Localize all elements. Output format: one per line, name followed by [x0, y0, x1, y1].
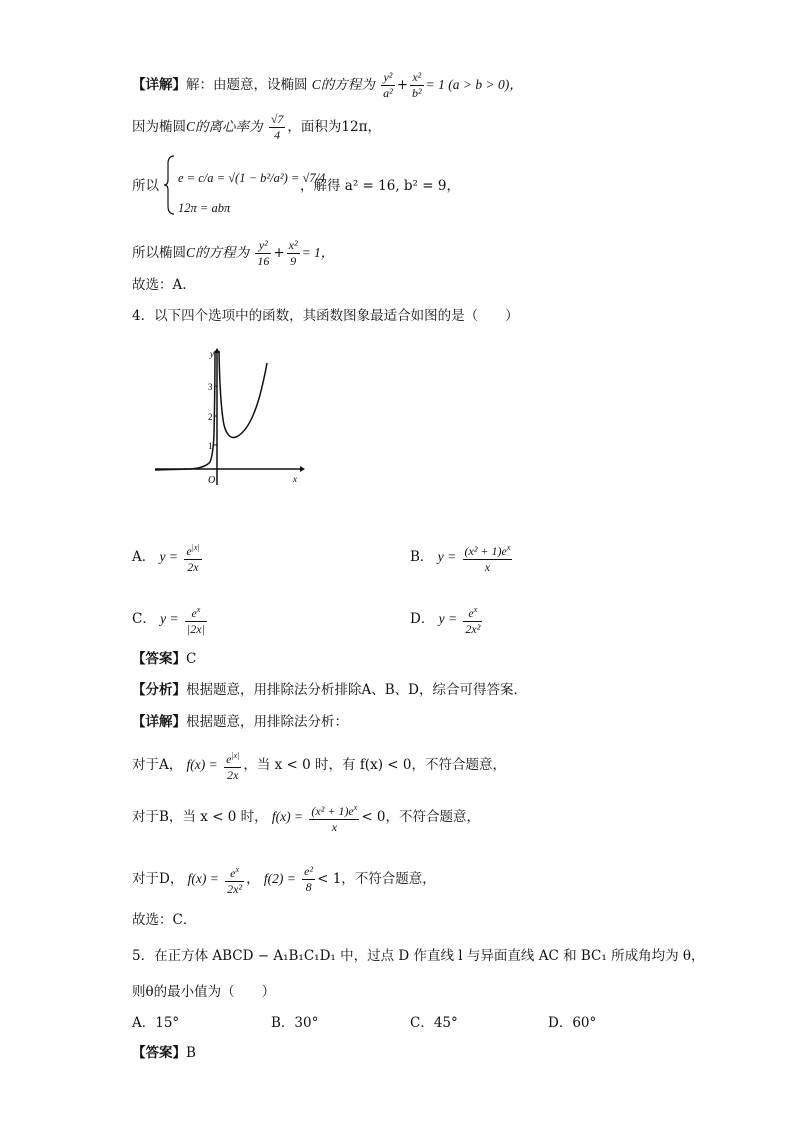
text: 对于A，: [132, 757, 183, 773]
text: D．: [410, 611, 435, 627]
text: 所以椭圆: [132, 245, 186, 261]
x-axis-label: x: [293, 474, 297, 484]
solve-text: ，解得 a² = 16, b² = 9，: [300, 178, 460, 194]
text: 【分析】: [132, 682, 186, 698]
text: ，当 x < 0 时，有 f(x) < 0，不符合题意，: [243, 757, 506, 773]
system-eq2: 12π = abπ: [178, 201, 231, 215]
q5-option-b: B．30°: [271, 1015, 319, 1031]
text: < 0，不符合题意，: [361, 809, 481, 825]
q4-check-b: [132, 800, 480, 835]
text: 所以: [132, 178, 159, 194]
text: 对于D，: [132, 871, 184, 887]
origin-label: O: [208, 475, 216, 486]
text: A．: [132, 549, 156, 565]
q3-choice: 故选：A.: [132, 277, 187, 293]
fraction-x2-b2: $\frac{\text{x²}}{\text{b²}}$: [412, 70, 422, 100]
fraction-e-abs-x-2x: $\frac{e^{|x|}}{2x}$: [224, 748, 241, 783]
left-brace: [162, 154, 176, 216]
q3-detail-line2: [132, 112, 381, 143]
q4-analysis: [132, 680, 527, 700]
system-eq1: e = c/a = √(1 − b²/a²) = √7/4: [178, 171, 326, 185]
q3-detail-line3: [132, 176, 159, 196]
text: 【答案】: [132, 1045, 186, 1061]
q5-answer: [132, 1043, 196, 1063]
tick-3: 3: [208, 382, 213, 392]
text: ，: [246, 871, 260, 887]
text: y =: [160, 611, 179, 626]
curve-right: [219, 351, 267, 438]
text: y =: [438, 611, 458, 626]
fraction-x2-9: $\frac{\text{x²}}{9}$: [288, 238, 298, 268]
fraction-option-c: $\frac{e^x}{|2x|}$: [185, 602, 207, 637]
y-axis-label: y: [210, 349, 214, 359]
text: = 1，: [301, 245, 335, 260]
fraction-option-d: $\frac{e^x}{\text{2x²}}$: [225, 862, 244, 897]
fraction-sqrt7-4: $\frac{√7}{4}$: [270, 112, 284, 142]
q4-answer: [132, 649, 196, 669]
q5-option-a: A．15°: [132, 1015, 180, 1031]
option-d: [410, 602, 484, 637]
text: 【详解】: [132, 714, 186, 730]
tick-1: 1: [208, 441, 213, 451]
q5-option-d: D．60°: [548, 1015, 597, 1031]
q5-stem-2: 则θ的最小值为（ ）: [132, 984, 276, 1000]
q4-detail: [132, 712, 348, 732]
option-b: [410, 540, 514, 575]
text: f(x) =: [186, 757, 218, 772]
text: C的方程为: [186, 245, 250, 260]
q4-stem: 4．以下四个选项中的函数，其函数图象最适合如图的是（ ）: [132, 308, 519, 324]
q5-stem-1: 5．在正方体 ABCD − A₁B₁C₁D₁ 中，过点 D 作直线 l 与异面直线 AC 和 BC₁ 所成角均为 θ，: [132, 948, 705, 964]
text: 【答案】: [132, 651, 186, 667]
fraction-y2-16: $\frac{\text{y²}}{16}$: [257, 238, 270, 268]
text: f(x) =: [271, 809, 304, 824]
text: C．: [132, 611, 156, 627]
text: y =: [159, 549, 179, 564]
q5-option-c: C．45°: [410, 1015, 458, 1031]
text: 因为椭圆: [132, 119, 186, 135]
text: C的离心率为: [186, 119, 263, 134]
text: 根据题意，用排除法分析：: [186, 714, 348, 730]
text: B．: [410, 549, 434, 565]
fraction-option-b: $\frac{(x^2 + 1)e^x}{x}$: [463, 540, 513, 575]
curve-left: [155, 351, 215, 470]
option-a: [132, 540, 204, 575]
q4-check-d: [132, 862, 436, 897]
fraction-option-b: $\frac{(x^2 + 1)e^x}{x}$: [309, 800, 359, 835]
text: = 1 (a > b > 0)，: [425, 77, 523, 92]
q4-graph: [150, 345, 310, 490]
text: < 1，不符合题意，: [317, 871, 436, 887]
tick-2: 2: [208, 412, 213, 422]
fraction-e-abs-x-2x: $\frac{e^{|x|}}{2x}$: [184, 540, 201, 575]
text: y =: [437, 549, 457, 564]
text: 解：由题意，设椭圆: [186, 77, 308, 93]
q3-detail-line1: 【详解】解：由题意，设椭圆 C的方程为 $\frac{\text{y²}}{\text{a²}}$ + $\frac{\text{x²}}{\text{b²}}$ = 1 (a > b > 0)，: [132, 70, 523, 100]
option-c: [132, 602, 209, 637]
text: 根据题意，用排除法分析排除A、B、D，综合可得答案．: [186, 682, 527, 698]
text: C的方程为: [311, 77, 375, 92]
q4-choice: 故选：C．: [132, 912, 197, 928]
fraction-option-d: $\frac{e^x}{\text{2x²}}$: [463, 602, 482, 637]
q3-detail-line4: 所以椭圆C的方程为 $\frac{\text{y²}}{16}$ + $\frac{\text{x²}}{9}$ = 1，: [132, 238, 335, 268]
text: ，面积为12π，: [287, 119, 381, 135]
text: B: [186, 1045, 196, 1061]
text: f(2) =: [263, 871, 296, 886]
q4-check-a: [132, 748, 506, 783]
text: 对于B，当 x < 0 时，: [132, 809, 268, 825]
detail-tag: 【详解】: [132, 77, 186, 93]
fraction-y2-a2: $\frac{\text{y²}}{\text{a²}}$: [383, 70, 393, 100]
text: f(x) =: [187, 871, 219, 886]
fraction-e2-8: $\frac{\text{e²}}{8}$: [304, 864, 314, 894]
text: C: [186, 651, 197, 667]
